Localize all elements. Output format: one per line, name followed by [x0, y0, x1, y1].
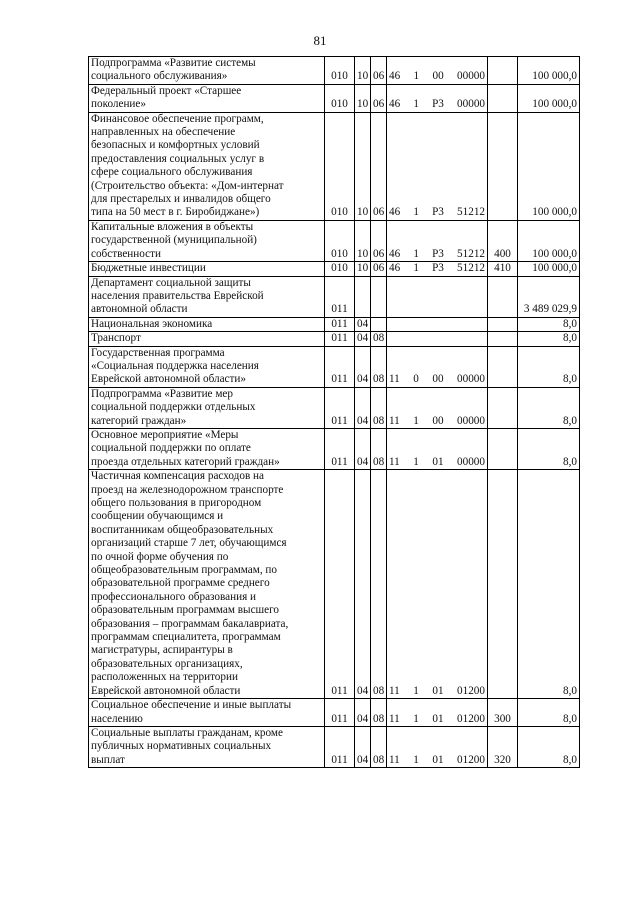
target-article-part: 1 [413, 712, 419, 725]
table-row [89, 346, 580, 387]
section-code-cell: 04 [355, 387, 371, 428]
target-article-part: 11 [389, 684, 400, 697]
target-article-part: 01200 [457, 753, 485, 766]
target-article-part: 1 [413, 455, 419, 468]
section-code-cell: 04 [355, 699, 371, 727]
target-article-part: 51212 [457, 206, 485, 219]
target-article-cell [387, 276, 488, 317]
subsection-code-cell: 08 [371, 332, 387, 346]
admin-code-cell: 010 [325, 57, 355, 85]
target-article-part: 11 [389, 712, 400, 725]
target-article-part: 11 [389, 373, 400, 386]
expense-type-cell [488, 276, 518, 317]
subsection-code-cell: 08 [371, 346, 387, 387]
target-article-part: 46 [389, 98, 401, 111]
admin-code-cell: 011 [325, 332, 355, 346]
target-article-part: 1 [413, 206, 419, 219]
target-article-part: 1 [413, 262, 419, 275]
item-name-cell: Капитальные вложения в объекты государственной (муниципальной) собственности [89, 220, 325, 261]
admin-code-cell: 011 [325, 726, 355, 767]
target-article-part: P3 [432, 247, 444, 260]
target-article-parts [389, 373, 485, 386]
amount-cell: 100 000,0 [518, 262, 580, 276]
section-code-cell: 10 [355, 57, 371, 85]
item-name-cell: Подпрограмма «Развитие системы социального обслуживания» [89, 57, 325, 85]
item-name-cell: Национальная экономика [89, 317, 325, 331]
expense-type-cell: 400 [488, 220, 518, 261]
page-number: 81 [313, 33, 327, 48]
section-code-cell: 10 [355, 262, 371, 276]
subsection-code-cell: 06 [371, 112, 387, 220]
target-article-part: 11 [389, 455, 400, 468]
admin-code-cell: 010 [325, 262, 355, 276]
section-code-cell: 04 [355, 726, 371, 767]
section-code-cell [355, 276, 371, 317]
amount-cell: 8,0 [518, 470, 580, 699]
target-article-part: 00000 [457, 98, 485, 111]
target-article-part: P3 [432, 206, 444, 219]
amount-cell: 8,0 [518, 428, 580, 469]
target-article-part: 46 [389, 247, 401, 260]
section-code-cell: 04 [355, 332, 371, 346]
target-article-part: 00 [432, 373, 444, 386]
table-row [89, 332, 580, 346]
target-article-part: 00000 [457, 414, 485, 427]
target-article-part: P3 [432, 98, 444, 111]
section-code-cell: 04 [355, 428, 371, 469]
section-code-cell: 10 [355, 220, 371, 261]
target-article-part: 01 [432, 712, 444, 725]
expense-type-cell [488, 332, 518, 346]
target-article-parts [389, 262, 485, 275]
table-row [89, 726, 580, 767]
amount-cell: 8,0 [518, 699, 580, 727]
amount-cell: 100 000,0 [518, 112, 580, 220]
subsection-code-cell: 06 [371, 262, 387, 276]
target-article-part: 1 [413, 753, 419, 766]
target-article-cell [387, 346, 488, 387]
item-name-cell: Государственная программа «Социальная поддержка населения Еврейской автономной области» [89, 346, 325, 387]
subsection-code-cell: 06 [371, 84, 387, 112]
target-article-part: 1 [413, 414, 419, 427]
expense-type-cell: 320 [488, 726, 518, 767]
table-row [89, 276, 580, 317]
target-article-cell [387, 726, 488, 767]
table-row [89, 57, 580, 85]
subsection-code-cell: 06 [371, 57, 387, 85]
target-article-cell [387, 57, 488, 85]
expense-type-cell [488, 387, 518, 428]
target-article-cell [387, 332, 488, 346]
table-row [89, 699, 580, 727]
target-article-part: 11 [389, 414, 400, 427]
target-article-part: 00000 [457, 70, 485, 83]
table-row [89, 220, 580, 261]
expense-type-cell [488, 428, 518, 469]
target-article-parts [389, 248, 485, 261]
expense-type-cell [488, 84, 518, 112]
table-row [89, 387, 580, 428]
target-article-part: 01200 [457, 684, 485, 697]
admin-code-cell: 011 [325, 699, 355, 727]
section-code-cell: 04 [355, 317, 371, 331]
admin-code-cell: 010 [325, 220, 355, 261]
target-article-part: 1 [413, 684, 419, 697]
target-article-cell [387, 84, 488, 112]
budget-table [88, 56, 580, 768]
admin-code-cell: 011 [325, 387, 355, 428]
expense-type-cell [488, 57, 518, 85]
table-row [89, 112, 580, 220]
target-article-part: 0 [413, 373, 419, 386]
amount-cell: 8,0 [518, 317, 580, 331]
target-article-cell [387, 699, 488, 727]
target-article-cell [387, 317, 488, 331]
item-name-cell: Основное мероприятие «Меры социальной поддержки по оплате проезда отдельных категорий граждан» [89, 428, 325, 469]
amount-cell: 100 000,0 [518, 57, 580, 85]
amount-cell: 8,0 [518, 387, 580, 428]
target-article-part: 1 [413, 98, 419, 111]
expense-type-cell: 300 [488, 699, 518, 727]
subsection-code-cell: 08 [371, 726, 387, 767]
amount-cell: 8,0 [518, 726, 580, 767]
target-article-part: 46 [389, 262, 401, 275]
admin-code-cell: 011 [325, 428, 355, 469]
item-name-cell: Департамент социальной защиты населения правительства Еврейской автономной области [89, 276, 325, 317]
target-article-part: 00000 [457, 455, 485, 468]
item-name-cell: Частичная компенсация расходов на проезд на железнодорожном транспорте общего пользования в пригородном сообщении обучающимся и воспитанникам общеобразовательных организаций старше 7 лет, обучающимся по очной форме обучения по общеобразовательным программам, по образовательной программе среднего профессионального образования и образовательным программам высшего образования – программам бакалавриата, программам специалитета, программам магистратуры, аспирантуры в образовательных организациях, расположенных на территории Еврейской автономной области [89, 470, 325, 699]
target-article-parts [389, 70, 485, 83]
admin-code-cell: 011 [325, 346, 355, 387]
target-article-part: P3 [432, 262, 444, 275]
expense-type-cell [488, 346, 518, 387]
target-article-part: 01 [432, 455, 444, 468]
target-article-cell [387, 112, 488, 220]
admin-code-cell: 011 [325, 470, 355, 699]
expense-type-cell: 410 [488, 262, 518, 276]
subsection-code-cell: 08 [371, 428, 387, 469]
target-article-parts [389, 98, 485, 111]
target-article-part: 11 [389, 753, 400, 766]
expense-type-cell [488, 112, 518, 220]
section-code-cell: 10 [355, 84, 371, 112]
target-article-part: 00000 [457, 373, 485, 386]
target-article-part: 46 [389, 206, 401, 219]
table-row [89, 470, 580, 699]
target-article-cell [387, 387, 488, 428]
target-article-part: 00 [432, 414, 444, 427]
target-article-part: 51212 [457, 247, 485, 260]
table-row [89, 428, 580, 469]
target-article-part: 01 [432, 684, 444, 697]
item-name-cell: Бюджетные инвестиции [89, 262, 325, 276]
target-article-cell [387, 470, 488, 699]
target-article-part: 46 [389, 70, 401, 83]
admin-code-cell: 010 [325, 112, 355, 220]
target-article-part: 00 [432, 70, 444, 83]
subsection-code-cell [371, 317, 387, 331]
amount-cell: 100 000,0 [518, 84, 580, 112]
target-article-parts [389, 754, 485, 767]
section-code-cell: 10 [355, 112, 371, 220]
item-name-cell: Финансовое обеспечение программ, направленных на обеспечение безопасных и комфортных условий предоставления социальных услуг в сфере социального обслуживания (Строительство объекта: «Дом-интернат для престарелых и инвалидов общего типа на 50 мест в г. Биробиджане») [89, 112, 325, 220]
target-article-parts [389, 415, 485, 428]
admin-code-cell: 011 [325, 317, 355, 331]
table-row [89, 262, 580, 276]
table-row [89, 317, 580, 331]
subsection-code-cell: 08 [371, 699, 387, 727]
subsection-code-cell: 08 [371, 387, 387, 428]
item-name-cell: Транспорт [89, 332, 325, 346]
amount-cell: 8,0 [518, 346, 580, 387]
item-name-cell: Федеральный проект «Старшее поколение» [89, 84, 325, 112]
target-article-part: 51212 [457, 262, 485, 275]
target-article-parts [389, 456, 485, 469]
section-code-cell: 04 [355, 346, 371, 387]
target-article-cell [387, 220, 488, 261]
expense-type-cell [488, 470, 518, 699]
target-article-cell [387, 428, 488, 469]
subsection-code-cell [371, 276, 387, 317]
table-row [89, 84, 580, 112]
amount-cell: 100 000,0 [518, 220, 580, 261]
target-article-part: 1 [413, 247, 419, 260]
target-article-part: 1 [413, 70, 420, 83]
target-article-parts [389, 685, 485, 698]
amount-cell: 8,0 [518, 332, 580, 346]
amount-cell: 3 489 029,9 [518, 276, 580, 317]
target-article-cell [387, 262, 488, 276]
target-article-part: 01200 [457, 712, 485, 725]
admin-code-cell: 011 [325, 276, 355, 317]
target-article-parts [389, 713, 485, 726]
expense-type-cell [488, 317, 518, 331]
admin-code-cell: 010 [325, 84, 355, 112]
item-name-cell: Социальные выплаты гражданам, кроме публичных нормативных социальных выплат [89, 726, 325, 767]
item-name-cell: Подпрограмма «Развитие мер социальной поддержки отдельных категорий граждан» [89, 387, 325, 428]
target-article-part: 01 [432, 753, 444, 766]
section-code-cell: 04 [355, 470, 371, 699]
target-article-parts [389, 206, 485, 219]
subsection-code-cell: 08 [371, 470, 387, 699]
subsection-code-cell: 06 [371, 220, 387, 261]
item-name-cell: Социальное обеспечение и иные выплаты населению [89, 699, 325, 727]
